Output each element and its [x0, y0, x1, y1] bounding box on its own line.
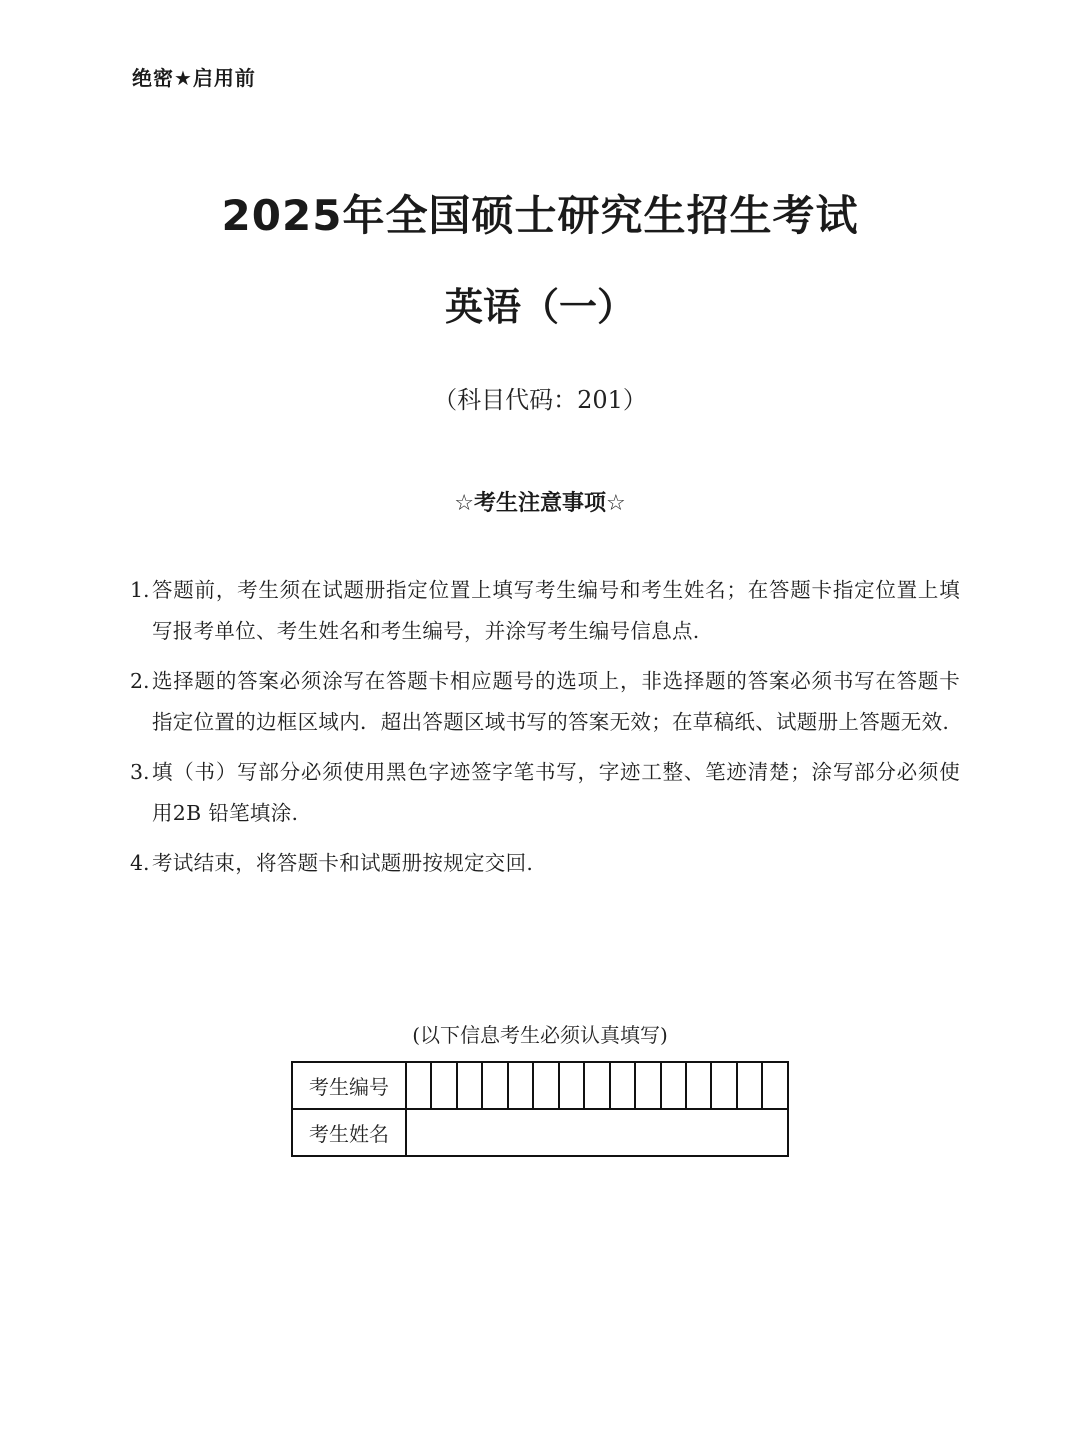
subject-code: （科目代码：201）	[433, 386, 647, 414]
notice-number: 1.	[130, 578, 150, 602]
candidate-number-digit-box[interactable]	[762, 1062, 788, 1109]
notice-text: 填（书）写部分必须使用黑色字迹签字笔书写，字迹工整、笔迹清楚；涂写部分必须使用2B 铅笔填涂.	[152, 760, 960, 825]
candidate-number-digit-box[interactable]	[610, 1062, 635, 1109]
notice-item	[130, 661, 960, 743]
notice-heading: ☆考生注意事项☆	[454, 491, 626, 516]
candidate-number-label: 考生编号	[292, 1062, 406, 1109]
notice-list	[130, 570, 960, 893]
candidate-number-row	[292, 1062, 788, 1109]
candidate-number-digit-box[interactable]	[559, 1062, 584, 1109]
notice-item	[130, 843, 960, 884]
subject-title: 英语（一）	[444, 285, 635, 329]
notice-number: 3.	[130, 760, 150, 784]
candidate-number-digit-box[interactable]	[737, 1062, 762, 1109]
candidate-number-digit-box[interactable]	[508, 1062, 533, 1109]
candidate-number-digit-box[interactable]	[711, 1062, 736, 1109]
candidate-number-digit-box[interactable]	[533, 1062, 558, 1109]
notice-number: 2.	[130, 669, 150, 693]
confidential-mark: 绝密★启用前	[132, 66, 256, 90]
candidate-info-table	[291, 1061, 789, 1157]
candidate-number-digit-box[interactable]	[406, 1062, 431, 1109]
candidate-number-digit-box[interactable]	[661, 1062, 686, 1109]
notice-item	[130, 752, 960, 834]
candidate-name-field[interactable]	[406, 1109, 788, 1156]
notice-item	[130, 570, 960, 652]
notice-number: 4.	[130, 851, 150, 875]
candidate-number-digit-box[interactable]	[482, 1062, 507, 1109]
exam-title: 2025年全国硕士研究生招生考试	[221, 191, 859, 240]
candidate-name-label: 考生姓名	[292, 1109, 406, 1156]
candidate-number-digit-box[interactable]	[686, 1062, 711, 1109]
candidate-number-digit-box[interactable]	[635, 1062, 660, 1109]
candidate-number-digit-box[interactable]	[584, 1062, 609, 1109]
candidate-number-digit-box[interactable]	[431, 1062, 456, 1109]
candidate-name-row	[292, 1109, 788, 1156]
info-form-caption: (以下信息考生必须认真填写)	[412, 1023, 668, 1047]
candidate-number-digit-box[interactable]	[457, 1062, 482, 1109]
notice-text: 考试结束，将答题卡和试题册按规定交回.	[152, 851, 534, 875]
notice-text: 选择题的答案必须涂写在答题卡相应题号的选项上，非选择题的答案必须书写在答题卡指定位置的边框区域内．超出答题区域书写的答案无效；在草稿纸、试题册上答题无效.	[152, 669, 960, 734]
notice-text: 答题前，考生须在试题册指定位置上填写考生编号和考生姓名；在答题卡指定位置上填写报考单位、考生姓名和考生编号，并涂写考生编号信息点.	[152, 578, 960, 643]
